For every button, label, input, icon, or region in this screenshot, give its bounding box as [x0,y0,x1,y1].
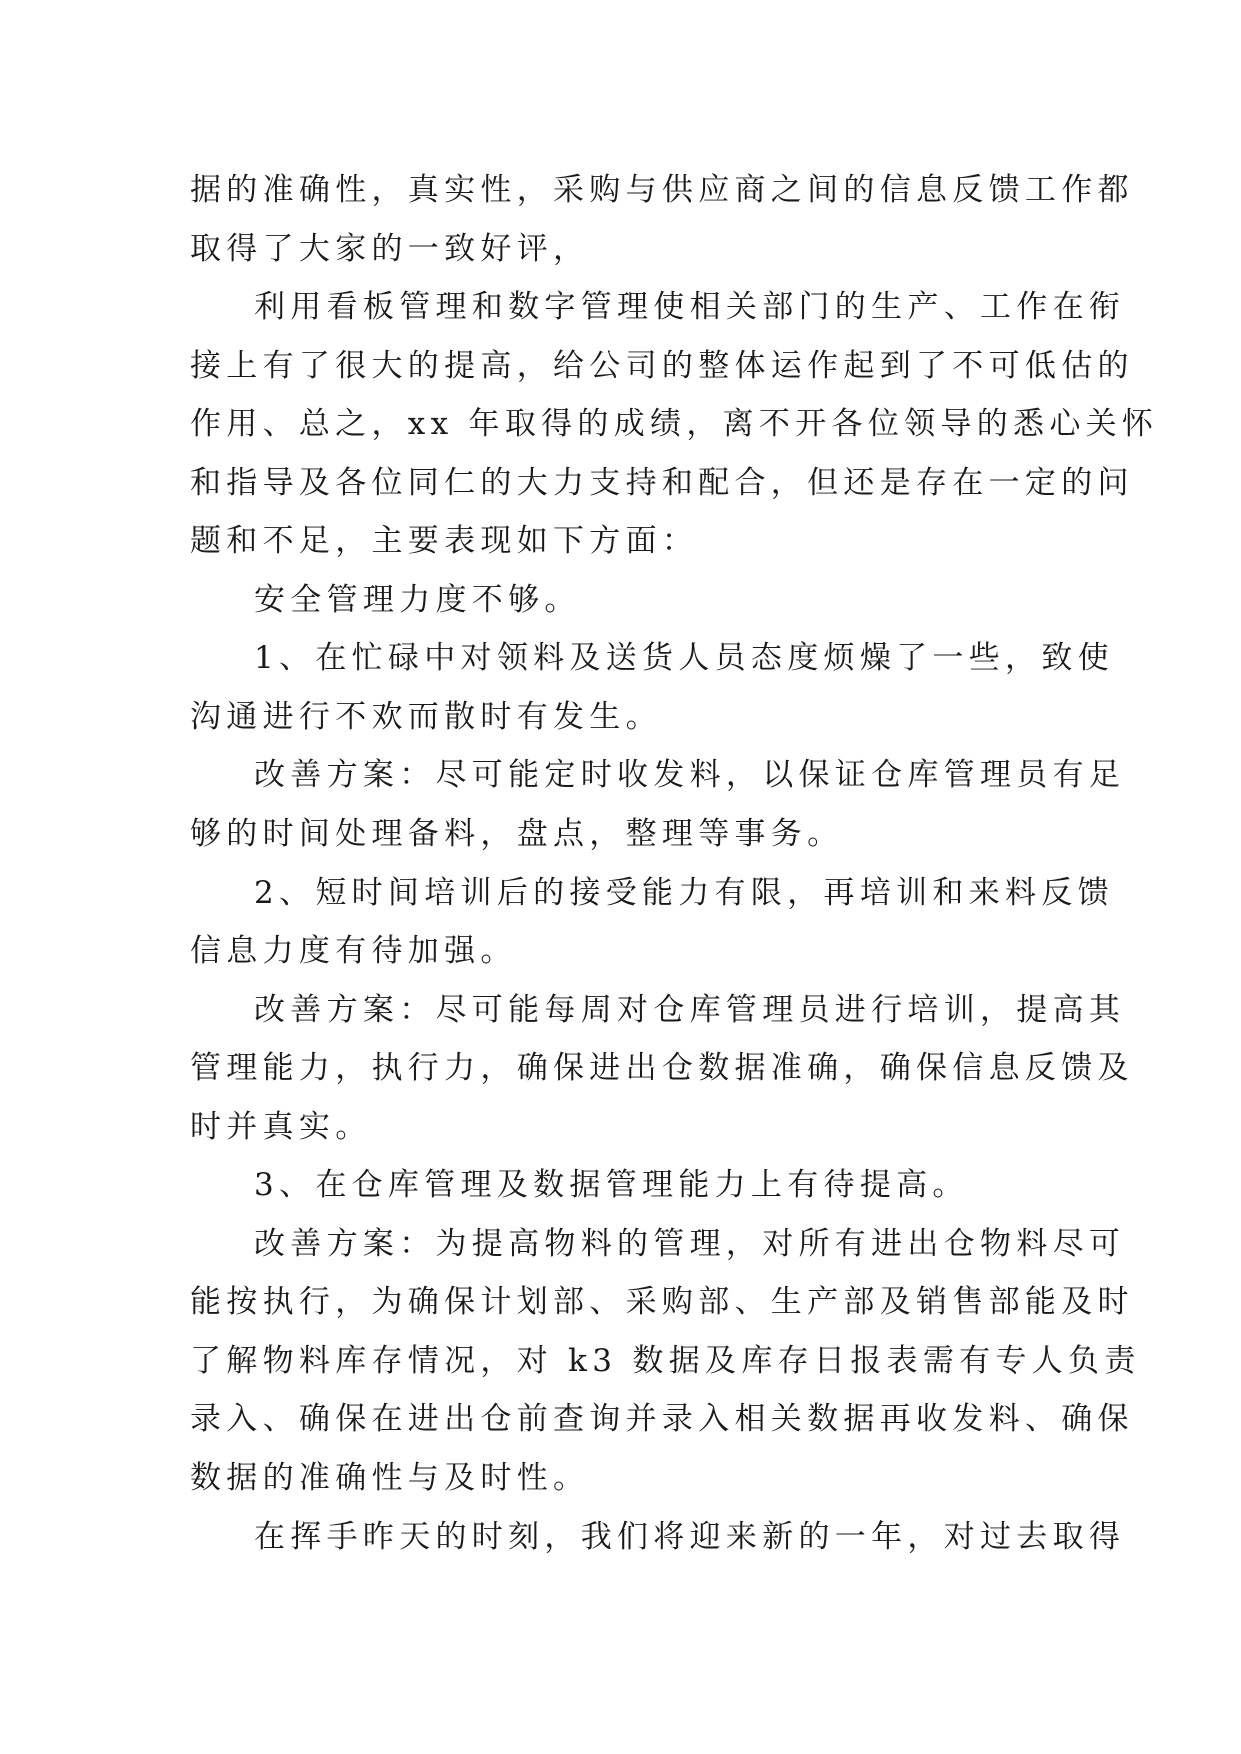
text-line: 沟通进行不欢而散时有发生。 [190,698,662,735]
text-line: 接上有了很大的提高，给公司的整体运作起到了不可低估的 [190,347,1134,384]
text-line: 时并真实。 [190,1108,372,1145]
text-line: 3、在仓库管理及数据管理能力上有待提高。 [254,1167,969,1204]
text-line: 能按执行，为确保计划部、采购部、生产部及销售部能及时 [190,1284,1134,1321]
text-line: 改善方案：为提高物料的管理，对所有进出仓物料尽可 [254,1225,1126,1262]
text-line: 据的准确性，真实性，采购与供应商之间的信息反馈工作都 [190,172,1134,208]
text-line: 管理能力，执行力，确保进出仓数据准确，确保信息反馈及 [190,1050,1134,1087]
text-line: 和指导及各位同仁的大力支持和配合，但还是存在一定的问 [190,464,1134,501]
text-line: 2、短时间培训后的接受能力有限，再培训和来料反馈 [254,874,1114,911]
text-line: 利用看板管理和数字管理使相关部门的生产、工作在衔 [254,289,1126,326]
text-line: 安全管理力度不够。 [254,581,581,618]
text-line: 改善方案：尽可能每周对仓库管理员进行培训，提高其 [254,991,1126,1028]
text-line: 在挥手昨天的时刻，我们将迎来新的一年，对过去取得 [254,1518,1126,1555]
text-line: 取得了大家的一致好评， [190,230,590,267]
document-body [190,161,1159,1566]
text-line: 了解物料库存情况，对 k3 数据及库存日报表需有专人负责 [190,1342,1141,1379]
text-line: 1、在忙碌中对领料及送货人员态度烦燥了一些，致使 [254,640,1114,677]
text-line: 题和不足，主要表现如下方面： [190,523,699,560]
text-line: 改善方案：尽可能定时收发料，以保证仓库管理员有足 [254,757,1126,794]
text-line: 录入、确保在进出仓前查询并录入相关数据再收发料、确保 [190,1401,1134,1438]
text-line: 作用、总之，xx 年取得的成绩，离不开各位领导的悉心关怀 [190,406,1159,443]
text-line: 够的时间处理备料，盘点，整理等事务。 [190,816,844,853]
text-line: 信息力度有待加强。 [190,933,517,970]
text-line: 数据的准确性与及时性。 [190,1460,590,1497]
